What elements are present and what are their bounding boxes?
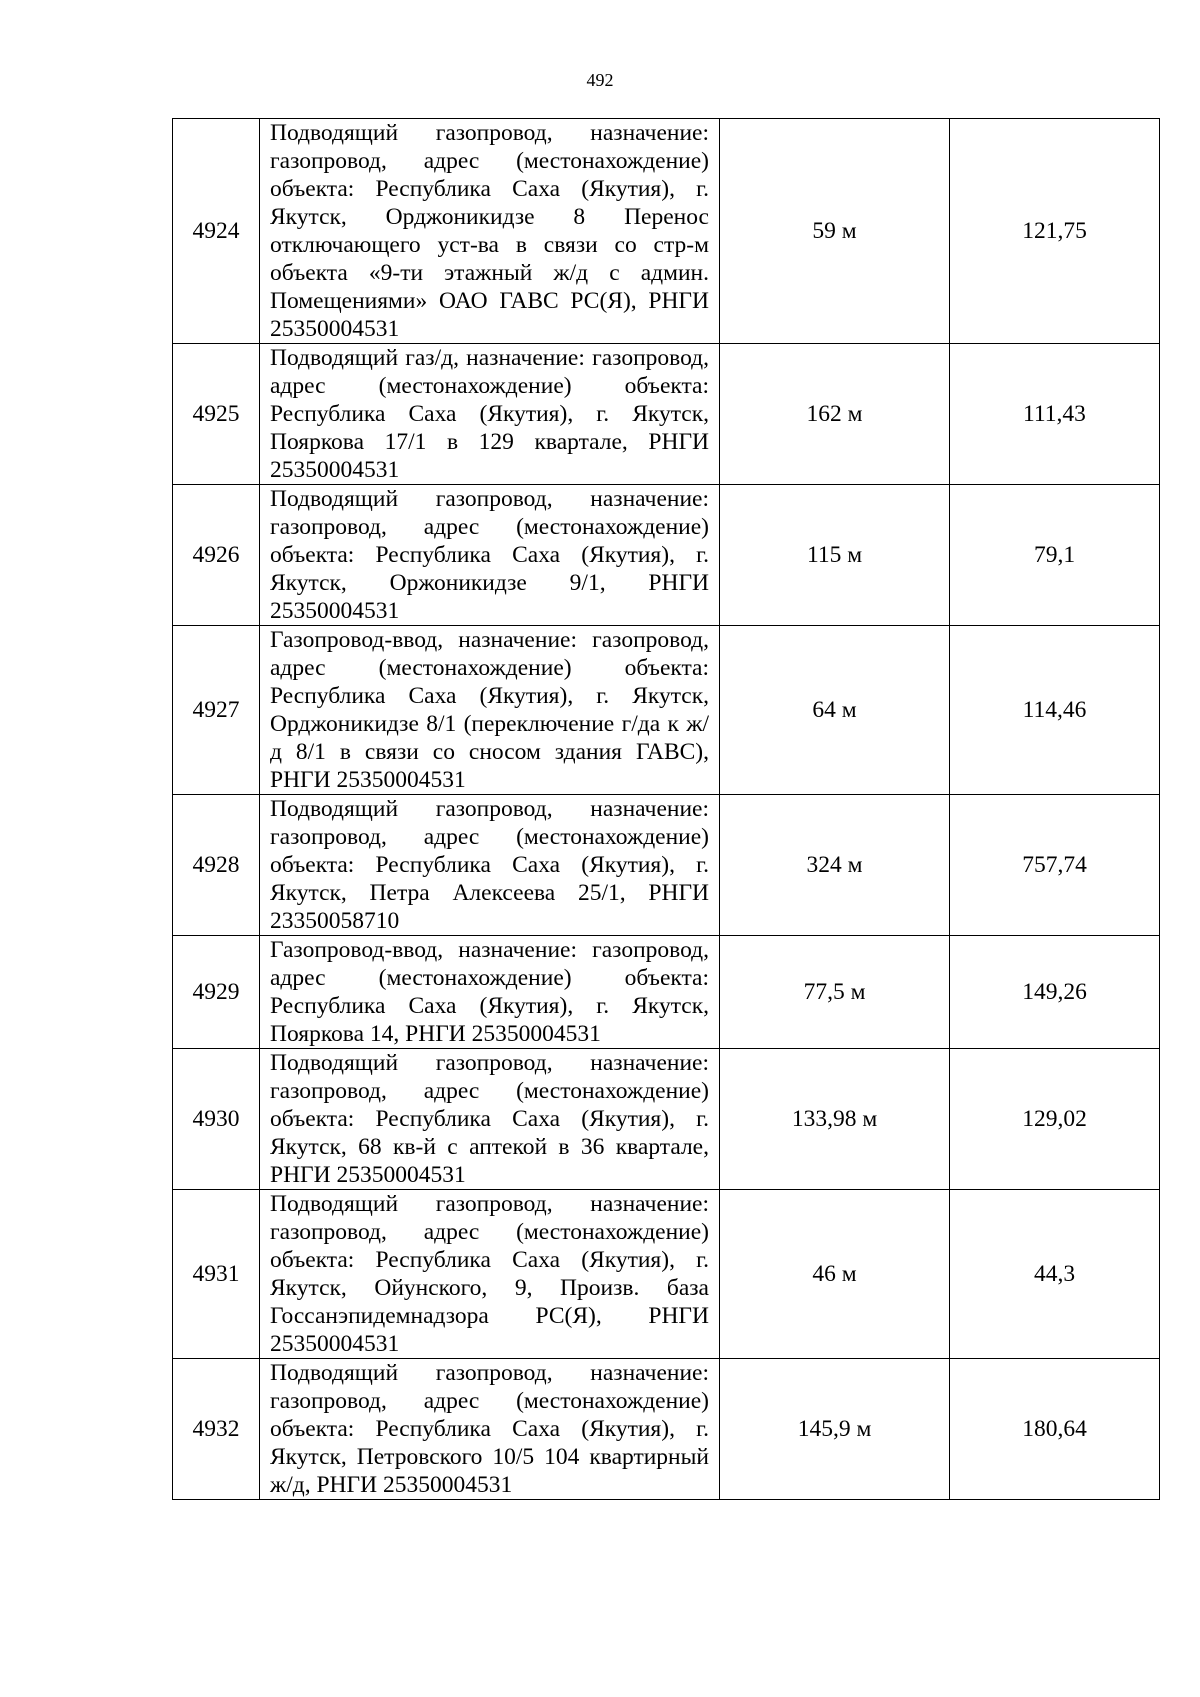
row-length-cell: 115 м [720, 485, 950, 626]
row-number-cell: 4932 [173, 1359, 260, 1500]
row-value-cell: 111,43 [950, 344, 1160, 485]
row-number-cell: 4928 [173, 795, 260, 936]
row-description-cell: Подводящий газопровод, назначение: газопровод, адрес (местонахождение) объекта: Республика Саха (Якутия), г. Якутск, Петра Алексеева 25/1, РНГИ 23350058710 [260, 795, 720, 936]
row-description-cell: Подводящий газопровод, назначение: газопровод, адрес (местонахождение) объекта: Республика Саха (Якутия), г. Якутск, Орджоникидзе 8 Перенос отключающего уст-ва в связи со стр-м объекта «9-ти этажный ж/д с админ. Помещениями» ОАО ГАВС РС(Я), РНГИ 25350004531 [260, 119, 720, 344]
row-length-cell: 145,9 м [720, 1359, 950, 1500]
row-description-cell: Подводящий газ/д, назначение: газопровод, адрес (местонахождение) объекта: Республика Саха (Якутия), г. Якутск, Пояркова 17/1 в 129 квартале, РНГИ 25350004531 [260, 344, 720, 485]
row-number-cell: 4931 [173, 1190, 260, 1359]
table-row [173, 795, 1160, 936]
table-row [173, 119, 1160, 344]
row-number-cell: 4926 [173, 485, 260, 626]
row-description-cell: Подводящий газопровод, назначение: газопровод, адрес (местонахождение) объекта: Республика Саха (Якутия), г. Якутск, Петровского 10/5 104 квартирный ж/д, РНГИ 25350004531 [260, 1359, 720, 1500]
row-number-cell: 4927 [173, 626, 260, 795]
row-number-cell: 4924 [173, 119, 260, 344]
table-row [173, 626, 1160, 795]
table-row [173, 344, 1160, 485]
row-length-cell: 59 м [720, 119, 950, 344]
row-description-cell: Подводящий газопровод, назначение: газопровод, адрес (местонахождение) объекта: Республика Саха (Якутия), г. Якутск, Ойунского, 9, Произв. база Госсанэпидемнадзора РС(Я), РНГИ 25350004531 [260, 1190, 720, 1359]
table-row [173, 485, 1160, 626]
row-length-cell: 46 м [720, 1190, 950, 1359]
row-length-cell: 77,5 м [720, 936, 950, 1049]
page-number: 492 [586, 70, 614, 90]
row-value-cell: 180,64 [950, 1359, 1160, 1500]
table-row [173, 1359, 1160, 1500]
row-length-cell: 162 м [720, 344, 950, 485]
row-value-cell: 79,1 [950, 485, 1160, 626]
row-description-cell: Газопровод-ввод, назначение: газопровод, адрес (местонахождение) объекта: Республика Саха (Якутия), г. Якутск, Орджоникидзе 8/1 (переключение г/да к ж/д 8/1 в связи со сносом здания ГАВС), РНГИ 25350004531 [260, 626, 720, 795]
row-value-cell: 121,75 [950, 119, 1160, 344]
row-description-cell: Подводящий газопровод, назначение: газопровод, адрес (местонахождение) объекта: Республика Саха (Якутия), г. Якутск, 68 кв-й с аптекой в 36 квартале, РНГИ 25350004531 [260, 1049, 720, 1190]
row-length-cell: 64 м [720, 626, 950, 795]
table-row [173, 1190, 1160, 1359]
table-row [173, 936, 1160, 1049]
table-row [173, 1049, 1160, 1190]
row-value-cell: 114,46 [950, 626, 1160, 795]
row-length-cell: 324 м [720, 795, 950, 936]
registry-table [172, 118, 1160, 1500]
row-number-cell: 4930 [173, 1049, 260, 1190]
row-value-cell: 757,74 [950, 795, 1160, 936]
row-length-cell: 133,98 м [720, 1049, 950, 1190]
row-number-cell: 4929 [173, 936, 260, 1049]
row-value-cell: 149,26 [950, 936, 1160, 1049]
row-number-cell: 4925 [173, 344, 260, 485]
row-description-cell: Подводящий газопровод, назначение: газопровод, адрес (местонахождение) объекта: Республика Саха (Якутия), г. Якутск, Оржоникидзе 9/1, РНГИ 25350004531 [260, 485, 720, 626]
registry-table-body [173, 119, 1160, 1500]
row-value-cell: 44,3 [950, 1190, 1160, 1359]
row-description-cell: Газопровод-ввод, назначение: газопровод, адрес (местонахождение) объекта: Республика Саха (Якутия), г. Якутск, Пояркова 14, РНГИ 25350004531 [260, 936, 720, 1049]
row-value-cell: 129,02 [950, 1049, 1160, 1190]
